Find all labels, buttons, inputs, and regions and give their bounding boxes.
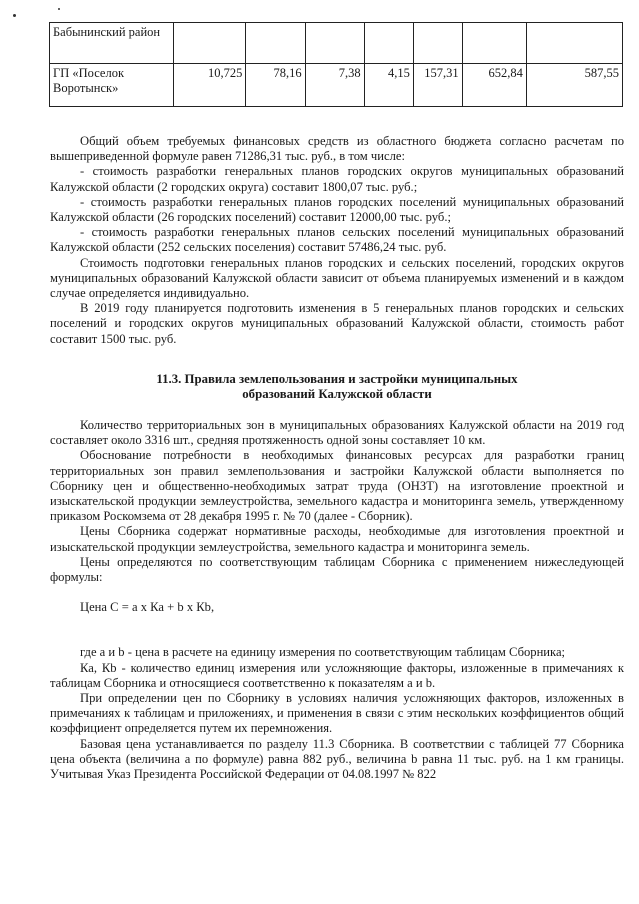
list-item: - стоимость разработки генеральных планов городских округов муниципальных образований Калужской области (2 городских округа) составит 1800,07 тыс. руб.; — [50, 164, 624, 194]
section-heading-line: 11.3. Правила землепользования и застройки муниципальных — [156, 372, 518, 386]
formula: Цена С = а х Ка + b х Кb, — [80, 600, 215, 615]
section-heading — [50, 372, 624, 402]
table-cell: 10,725 — [173, 64, 246, 107]
table-cell: 7,38 — [305, 64, 364, 107]
scan-mark — [13, 14, 16, 17]
scan-mark — [58, 8, 60, 10]
section-heading-line: образований Калужской области — [242, 387, 432, 402]
body-text-block-1 — [50, 134, 624, 347]
paragraph: Цены Сборника содержат нормативные расходы, необходимые для изготовления проектной и изыскательской продукции землеустройства, земельного кадастра и мониторинга земель. — [50, 524, 624, 554]
table-cell: 157,31 — [413, 64, 462, 107]
table-cell — [173, 23, 246, 64]
body-text-block-2 — [50, 418, 624, 782]
table-row — [50, 23, 623, 64]
financing-table — [49, 22, 623, 107]
paragraph: Количество территориальных зон в муниципальных образованиях Калужской области на 2019 год составляет около 3316 шт., средняя протяженность одной зоны составляет 10 км. — [50, 418, 624, 448]
paragraph: Базовая цена устанавливается по разделу 11.3 Сборника. В соответствии с таблицей 77 Сборника цена объекта (величина а по формуле) равна 882 руб., величина b равна 11 тыс. руб. на 1 км границы. Учитывая Указ Президента Российской Федерации от 04.08.1997 № 822 — [50, 736, 624, 782]
table-cell — [246, 23, 305, 64]
paragraph: Обоснование потребности в необходимых финансовых ресурсах для разработки границ территориальных зон правил землепользования и застройки Калужской области выполняется по Сборнику цен и общественно-необходимых затрат труда (ОНЗТ) на изготовление проектной и изыскательской продукции землеустройства, земельного кадастра и мониторинга земель, утвержденному приказом Роскомзема от 28 декабря 1995 г. № 70 (далее - Сборник). — [50, 448, 624, 524]
table-cell — [305, 23, 364, 64]
paragraph: При определении цен по Сборнику в условиях наличия усложняющих факторов, изложенных в примечаниях к таблицам и приложениях, и применения в связи с этим нескольких коэффициентов общий коэффициент определяется путем их перемножения. — [50, 691, 624, 736]
table-cell — [413, 23, 462, 64]
table-cell: 4,15 — [364, 64, 413, 107]
table-cell: 587,55 — [526, 64, 622, 107]
table-cell-name: ГП «Поселок Воротынск» — [50, 64, 174, 107]
paragraph: Ка, Кb - количество единиц измерения или усложняющие факторы, изложенные в примечаниях к таблицам Сборника и относящиеся соответственно к показателям а и b. — [50, 660, 624, 690]
table-cell-name: Бабынинский район — [50, 23, 174, 64]
table-cell — [526, 23, 622, 64]
list-item: - стоимость разработки генеральных планов городских поселений муниципальных образований Калужской области (26 городских поселений) составит 12000,00 тыс. руб.; — [50, 194, 624, 225]
table-cell: 652,84 — [462, 64, 526, 107]
table-cell — [462, 23, 526, 64]
table-cell — [364, 23, 413, 64]
paragraph: Стоимость подготовки генеральных планов городских и сельских поселений, городских округов муниципальных образований Калужской области зависит от объема планируемых изменений и в каждом случае определяется индивидуально. — [50, 255, 624, 301]
paragraph: Цены определяются по соответствующим таблицам Сборника с применением нижеследующей формулы: — [50, 554, 624, 585]
paragraph: В 2019 году планируется подготовить изменения в 5 генеральных планов городских и сельских поселений и городских округов муниципальных образований Калужской области, стоимость работ составит 1500 тыс. руб. — [50, 301, 624, 346]
table-cell: 78,16 — [246, 64, 305, 107]
paragraph: Общий объем требуемых финансовых средств из областного бюджета согласно расчетам по вышеприведенной формуле равен 71286,31 тыс. руб., в том числе: — [50, 134, 624, 164]
paragraph: где а и b - цена в расчете на единицу измерения по соответствующим таблицам Сборника; — [80, 645, 566, 660]
list-item: - стоимость разработки генеральных планов сельских поселений муниципальных образований Калужской области (252 сельских поселения) составит 57486,24 тыс. руб. — [50, 225, 624, 255]
table-row — [50, 64, 623, 107]
